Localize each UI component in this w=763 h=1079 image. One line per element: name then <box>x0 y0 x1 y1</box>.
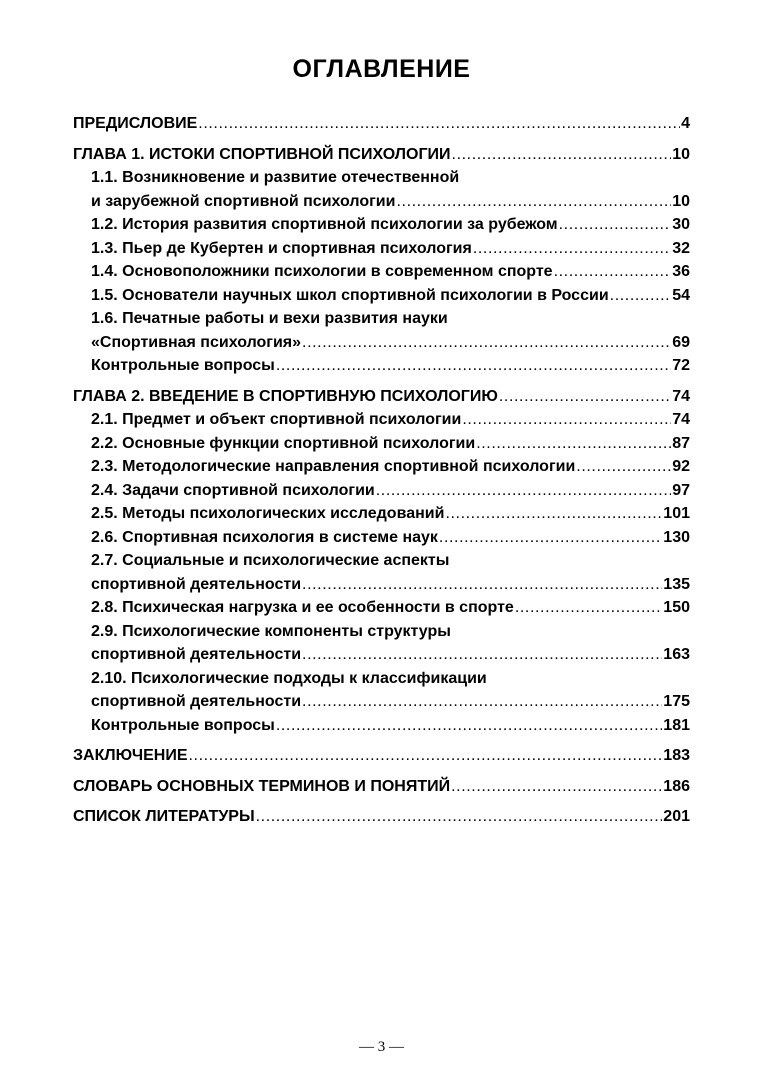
dot-leader <box>198 112 680 136</box>
toc-label: 2.4. Задачи спортивной психологии <box>91 481 375 499</box>
dot-leader <box>554 260 672 284</box>
page-title: ОГЛАВЛЕНИЕ <box>292 55 471 83</box>
toc-entry-1-5[interactable] <box>73 284 690 308</box>
toc-label: 2.2. Основные функции спортивной психологии <box>91 434 476 452</box>
toc-page: 101 <box>663 505 690 522</box>
toc-entry-1-1-line1[interactable] <box>73 166 690 190</box>
toc-label: 2.9. Психологические компоненты структуры <box>91 622 451 640</box>
toc-entry-2-8[interactable] <box>73 596 690 620</box>
toc-label: ЗАКЛЮЧЕНИЕ <box>73 747 188 764</box>
dot-leader <box>276 354 671 378</box>
toc-label: «Спортивная психология» <box>91 333 302 351</box>
toc-label: Контрольные вопросы <box>91 357 275 374</box>
toc-entry-2-10[interactable] <box>73 690 690 714</box>
toc-label: спортивной деятельности <box>91 646 302 663</box>
toc-entry-1-6-line1[interactable] <box>73 307 690 331</box>
toc-page: 74 <box>672 387 690 405</box>
toc-page: 87 <box>672 434 690 452</box>
toc-page: 54 <box>672 286 690 304</box>
toc-label: 2.6. Спортивная психология в системе наук <box>91 528 438 546</box>
dot-leader <box>302 690 662 714</box>
toc-entry-2-10-line1[interactable] <box>73 667 690 691</box>
toc-entry-2-1[interactable] <box>73 408 690 432</box>
table-of-contents <box>73 112 690 829</box>
toc-label: 1.5. Основатели научных школ спортивной психологии в России <box>91 286 609 304</box>
toc-entry-1-6[interactable] <box>73 331 690 355</box>
toc-entry-glossary[interactable] <box>73 775 690 799</box>
toc-entry-2-7[interactable] <box>73 573 690 597</box>
toc-page: 181 <box>663 716 690 734</box>
toc-page: 10 <box>672 145 690 163</box>
toc-page: 97 <box>672 481 690 499</box>
dot-leader <box>189 744 663 768</box>
toc-entry-chapter-1[interactable] <box>73 143 690 167</box>
dot-leader <box>376 479 671 503</box>
dot-leader <box>452 143 672 167</box>
toc-page: 201 <box>663 808 690 825</box>
dot-leader <box>445 502 662 526</box>
dot-leader <box>476 432 671 456</box>
toc-label: 2.8. Психическая нагрузка и ее особенности в спорте <box>91 599 514 616</box>
dot-leader <box>302 573 662 597</box>
toc-entry-2-3[interactable] <box>73 455 690 479</box>
toc-label: и зарубежной спортивной психологии <box>91 192 396 210</box>
dot-leader <box>302 331 671 355</box>
toc-label: 2.1. Предмет и объект спортивной психологии <box>91 411 462 428</box>
dot-leader <box>396 190 671 214</box>
toc-entry-2-6[interactable] <box>73 526 690 550</box>
toc-label: ГЛАВА 1. ИСТОКИ СПОРТИВНОЙ ПСИХОЛОГИИ <box>73 145 451 163</box>
dot-leader <box>256 805 663 829</box>
toc-label: ГЛАВА 2. ВВЕДЕНИЕ В СПОРТИВНУЮ ПСИХОЛОГИЮ <box>73 387 498 405</box>
toc-entry-2-9-line1[interactable] <box>73 620 690 644</box>
toc-page: 4 <box>681 115 690 132</box>
toc-entry-1-questions[interactable] <box>73 354 690 378</box>
toc-entry-2-questions[interactable] <box>73 714 690 738</box>
page-number: — 3 — <box>359 1039 404 1055</box>
dot-leader <box>302 643 662 667</box>
dot-leader <box>473 237 671 261</box>
toc-entry-1-3[interactable] <box>73 237 690 261</box>
toc-entry-preface[interactable] <box>73 112 690 136</box>
toc-label: 2.5. Методы психологических исследований <box>91 505 445 522</box>
toc-page: 69 <box>672 333 690 351</box>
toc-page: 163 <box>663 646 690 663</box>
toc-page: 175 <box>663 693 690 710</box>
dot-leader <box>499 385 671 409</box>
toc-label: спортивной деятельности <box>91 693 302 710</box>
toc-label: 1.2. История развития спортивной психологии за рубежом <box>91 216 558 233</box>
dot-leader <box>276 714 662 738</box>
toc-entry-1-4[interactable] <box>73 260 690 284</box>
toc-page: 72 <box>672 357 690 374</box>
toc-label: ПРЕДИСЛОВИЕ <box>73 115 198 132</box>
toc-label: СЛОВАРЬ ОСНОВНЫХ ТЕРМИНОВ И ПОНЯТИЙ <box>73 777 451 795</box>
toc-page: 186 <box>663 777 690 795</box>
toc-entry-2-7-line1[interactable] <box>73 549 690 573</box>
toc-entry-2-9[interactable] <box>73 643 690 667</box>
toc-label: 1.4. Основоположники психологии в современном спорте <box>91 263 553 280</box>
toc-page: 183 <box>663 747 690 764</box>
toc-label: 1.6. Печатные работы и вехи развития науки <box>91 310 448 327</box>
toc-entry-references[interactable] <box>73 805 690 829</box>
toc-page: 150 <box>663 599 690 616</box>
toc-entry-1-2[interactable] <box>73 213 690 237</box>
toc-label: Контрольные вопросы <box>91 716 275 734</box>
toc-label: 1.3. Пьер де Кубертен и спортивная психология <box>91 239 472 257</box>
dot-leader <box>576 455 671 479</box>
toc-entry-conclusion[interactable] <box>73 744 690 768</box>
dot-leader <box>559 213 672 237</box>
toc-page: 32 <box>672 239 690 257</box>
dot-leader <box>451 775 662 799</box>
toc-label: СПИСОК ЛИТЕРАТУРЫ <box>73 808 255 825</box>
toc-page: 130 <box>663 528 690 546</box>
toc-entry-chapter-2[interactable] <box>73 385 690 409</box>
dot-leader <box>515 596 662 620</box>
toc-entry-1-1[interactable] <box>73 190 690 214</box>
toc-page: 30 <box>672 216 690 233</box>
toc-page: 92 <box>672 458 690 475</box>
dot-leader <box>439 526 662 550</box>
toc-label: спортивной деятельности <box>91 575 302 593</box>
toc-label: 2.7. Социальные и психологические аспекты <box>91 552 450 569</box>
dot-leader <box>462 408 671 432</box>
toc-label: 2.3. Методологические направления спортивной психологии <box>91 458 576 475</box>
toc-entry-2-5[interactable] <box>73 502 690 526</box>
toc-page: 10 <box>672 192 690 210</box>
toc-page: 36 <box>672 263 690 280</box>
toc-page: 74 <box>672 411 690 428</box>
dot-leader <box>610 284 672 308</box>
toc-page: 135 <box>663 575 690 593</box>
toc-label: 1.1. Возникновение и развитие отечественной <box>91 169 460 186</box>
toc-entry-2-2[interactable] <box>73 432 690 456</box>
toc-entry-2-4[interactable] <box>73 479 690 503</box>
toc-label: 2.10. Психологические подходы к классификации <box>91 669 487 687</box>
